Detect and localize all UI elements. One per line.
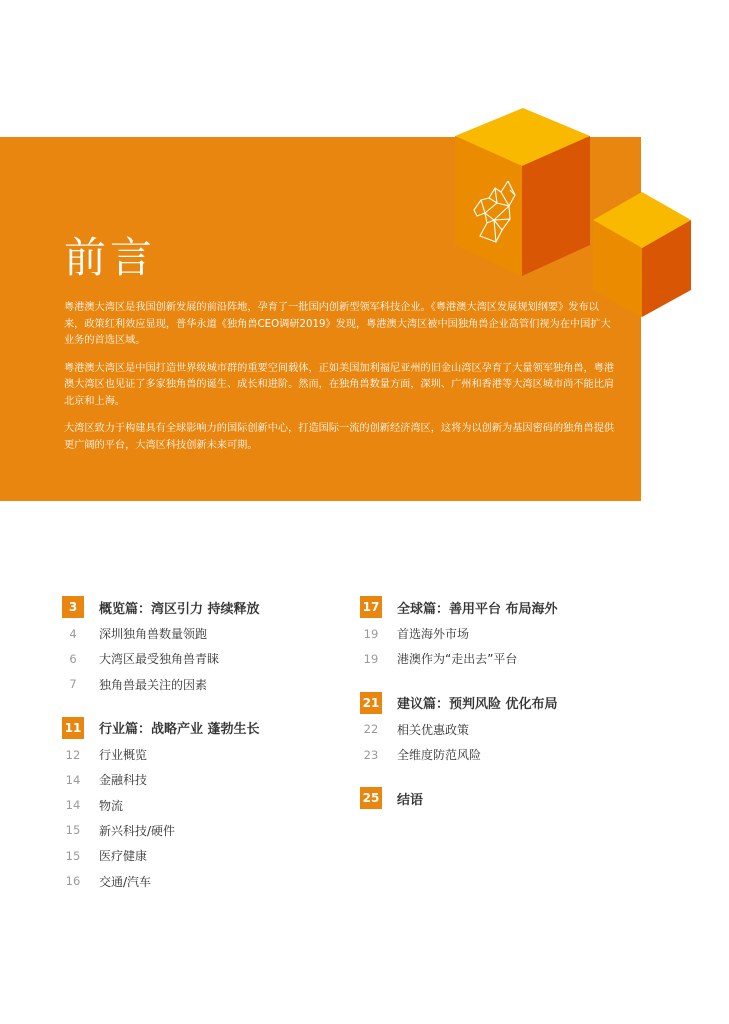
item-label: 交通/汽车 <box>99 874 152 889</box>
toc-section-heading[interactable] <box>62 596 332 618</box>
section-title: 概览篇：湾区引力 持续释放 <box>99 601 260 617</box>
toc-section <box>62 717 332 894</box>
item-label: 金融科技 <box>99 773 148 788</box>
toc-section-heading[interactable] <box>360 692 660 714</box>
page-title: 前言 <box>64 233 157 282</box>
toc-section-heading[interactable] <box>62 717 332 739</box>
item-label: 港澳作为“走出去”平台 <box>397 652 518 667</box>
item-page-number: 15 <box>65 823 81 838</box>
toc-section-heading[interactable] <box>360 787 660 809</box>
section-page-number: 17 <box>360 596 382 618</box>
item-page-number: 6 <box>69 651 77 666</box>
toc-item[interactable] <box>62 672 332 697</box>
toc-item[interactable] <box>62 792 332 817</box>
item-page-number: 16 <box>65 874 81 889</box>
item-label: 物流 <box>99 798 124 813</box>
item-page-number: 7 <box>69 677 77 692</box>
toc-item[interactable] <box>62 868 332 893</box>
cube-graphic <box>450 108 695 323</box>
item-page-number: 12 <box>65 747 81 762</box>
toc-section <box>360 692 660 768</box>
item-page-number: 19 <box>363 626 379 641</box>
item-label: 行业概览 <box>99 748 148 763</box>
item-label: 新兴科技/硬件 <box>99 823 176 838</box>
section-title: 结语 <box>397 792 424 808</box>
toc-item[interactable] <box>360 717 660 742</box>
item-label: 医疗健康 <box>99 849 148 864</box>
toc-item[interactable] <box>360 621 660 646</box>
item-label: 全维度防范风险 <box>397 748 482 763</box>
item-page-number: 22 <box>363 722 379 737</box>
item-page-number: 15 <box>65 848 81 863</box>
toc-left-column <box>62 596 332 914</box>
toc-section-heading[interactable] <box>360 596 660 618</box>
item-page-number: 4 <box>69 626 77 641</box>
toc-right-column <box>360 596 660 829</box>
item-page-number: 14 <box>65 772 81 787</box>
toc-item[interactable] <box>62 767 332 792</box>
item-label: 独角兽最关注的因素 <box>99 677 208 692</box>
intro-paragraph: 粤港澳大湾区是中国打造世界级城市群的重要空间载体，正如美国加利福尼亚州的旧金山湾区孕育了大量领军独角兽，粤港澳大湾区也见证了多家独角兽的诞生、成长和进阶。然而，在独角兽数量方面，深圳、广州和香港等大湾区城市尚不能比肩北京和上海。 <box>64 362 615 407</box>
toc-item[interactable] <box>360 646 660 671</box>
toc-section <box>360 787 660 809</box>
section-title: 建议篇：预判风险 优化布局 <box>397 697 558 713</box>
section-title: 行业篇：战略产业 蓬勃生长 <box>99 722 260 738</box>
toc-section <box>360 596 660 672</box>
intro-text <box>64 300 619 465</box>
item-page-number: 23 <box>363 747 379 762</box>
section-title: 全球篇：善用平台 布局海外 <box>397 601 558 617</box>
item-page-number: 14 <box>65 798 81 813</box>
intro-paragraph: 粤港澳大湾区是我国创新发展的前沿阵地，孕育了一批国内创新型领军科技企业。《粤港澳大湾区发展规划纲要》发布以来，政策红利效应显现，普华永道《独角兽CEO调研2019》发现，粤港澳大湾区被中国独角兽企业高管们视为在中国扩大业务的首选区域。 <box>64 302 611 346</box>
section-page-number: 21 <box>360 692 382 714</box>
toc-item[interactable] <box>62 621 332 646</box>
toc-item[interactable] <box>62 646 332 671</box>
toc-item[interactable] <box>62 843 332 868</box>
item-label: 深圳独角兽数量领跑 <box>99 627 208 642</box>
toc-item[interactable] <box>62 818 332 843</box>
intro-paragraph: 大湾区致力于构建具有全球影响力的国际创新中心，打造国际一流的创新经济湾区，这将为以创新为基因密码的独角兽提供更广阔的平台，大湾区科技创新未来可期。 <box>64 423 615 451</box>
section-page-number: 3 <box>62 596 84 618</box>
section-page-number: 25 <box>360 787 382 809</box>
item-page-number: 19 <box>363 651 379 666</box>
item-label: 相关优惠政策 <box>397 722 470 737</box>
section-page-number: 11 <box>62 717 84 739</box>
item-label: 大湾区最受独角兽青睐 <box>99 652 220 667</box>
toc-item[interactable] <box>360 742 660 767</box>
item-label: 首选海外市场 <box>397 627 470 642</box>
toc-item[interactable] <box>62 742 332 767</box>
toc-section <box>62 596 332 697</box>
